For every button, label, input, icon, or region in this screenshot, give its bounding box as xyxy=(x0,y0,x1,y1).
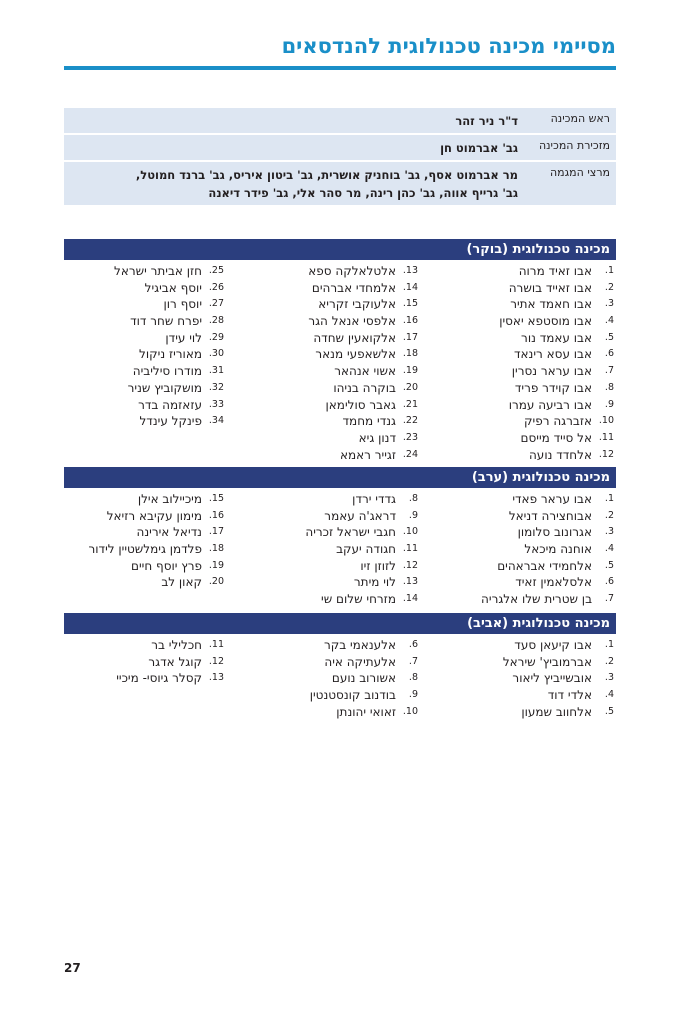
item-number: 1. xyxy=(604,493,614,504)
graduate-name: גנדי מחמד xyxy=(342,414,396,429)
info-label: מזכירת המכינה xyxy=(538,139,610,152)
info-value xyxy=(64,108,522,133)
list-item xyxy=(64,524,226,541)
list-item xyxy=(420,574,616,591)
graduate-name: אלטלאלקה ספא xyxy=(308,264,396,278)
section-evening xyxy=(64,467,616,608)
list-item xyxy=(420,670,616,687)
graduate-name: בודנוב קונסטנטין xyxy=(309,688,396,703)
graduate-name: גאבר סולימאן xyxy=(325,397,396,412)
graduates-column xyxy=(226,637,420,720)
graduate-name: אלקואעין שחדה xyxy=(313,330,396,345)
graduate-name: קאון לב xyxy=(161,575,202,590)
graduate-name: אבו קיעאן סעד xyxy=(514,638,592,652)
graduate-name: אגרונוב סלומון xyxy=(517,525,592,540)
list-item xyxy=(64,330,226,347)
list-item xyxy=(420,447,616,464)
item-number: 8. xyxy=(408,672,418,684)
page-number: 27 xyxy=(64,961,81,975)
graduates-column xyxy=(64,491,226,608)
list-item xyxy=(420,380,616,397)
graduate-name: פלדמן גימלשטיין לידור xyxy=(88,542,202,557)
info-value xyxy=(64,135,522,160)
item-number: 8. xyxy=(408,493,418,504)
graduate-name: לזוזן זיו xyxy=(360,558,396,573)
item-number: 18. xyxy=(208,543,224,555)
list-item xyxy=(420,508,616,525)
item-number: 2. xyxy=(604,655,614,667)
item-number: 5. xyxy=(604,705,614,717)
list-item xyxy=(64,670,226,687)
section-header: מכינה טכנולוגית (אביב) xyxy=(64,613,616,634)
graduate-name: אוחנה מיכאל xyxy=(524,542,592,557)
item-number: 20. xyxy=(402,381,418,393)
graduates-column xyxy=(64,263,226,463)
info-value-line: ד"ר ניר זהר xyxy=(455,114,518,128)
graduate-name: חגודה יעקב xyxy=(336,542,396,557)
graduate-name: אלשאפעי מנאר xyxy=(315,347,396,362)
item-number: 30. xyxy=(208,348,224,360)
graduate-name: אבו רביעה עמרו xyxy=(508,397,592,412)
list-item xyxy=(420,591,616,608)
graduate-name: אבו עראר נסרין xyxy=(511,364,592,379)
item-number: 16. xyxy=(402,315,418,327)
list-item xyxy=(64,363,226,380)
item-number: 2. xyxy=(604,281,614,293)
list-item xyxy=(64,508,226,525)
list-item xyxy=(226,687,420,704)
graduate-name: פינקל עינדל xyxy=(139,414,202,429)
graduate-name: לוי מיתר xyxy=(353,575,396,590)
item-number: 34. xyxy=(208,415,224,427)
item-number: 13. xyxy=(208,672,224,684)
list-item xyxy=(64,637,226,654)
item-number: 7. xyxy=(408,655,418,667)
list-item xyxy=(420,524,616,541)
title-underline xyxy=(64,66,616,70)
item-number: 9. xyxy=(604,398,614,410)
item-number: 9. xyxy=(408,689,418,701)
item-number: 33. xyxy=(208,398,224,410)
item-number: 4. xyxy=(604,315,614,327)
graduates-column xyxy=(64,637,226,720)
list-item xyxy=(226,313,420,330)
graduate-name: אבוחצירה דניאל xyxy=(508,508,592,523)
list-item xyxy=(64,558,226,575)
list-item xyxy=(420,313,616,330)
item-number: 23. xyxy=(402,431,418,443)
list-item xyxy=(226,413,420,430)
item-number: 14. xyxy=(402,593,418,605)
item-number: 6. xyxy=(604,348,614,360)
graduate-name: אלעתיקה איה xyxy=(324,654,396,669)
graduates-column xyxy=(420,491,616,608)
item-number: 18. xyxy=(402,348,418,360)
graduate-name: מודרו סיליביה xyxy=(132,364,202,379)
graduate-name: אובשייביץ ליאור xyxy=(512,671,592,686)
item-number: 10. xyxy=(598,415,614,427)
graduate-name: חזן אביתר ישראל xyxy=(114,264,202,278)
graduate-name: אלסלאמין זאיד xyxy=(515,575,592,590)
graduate-name: אשורוב נועם xyxy=(331,671,396,686)
item-number: 12. xyxy=(598,448,614,460)
section-header: מכינה טכנולוגית (ערב) xyxy=(64,467,616,488)
list-item xyxy=(420,263,616,280)
info-row-head xyxy=(64,108,616,133)
item-number: 6. xyxy=(604,576,614,588)
section-morning xyxy=(64,239,616,463)
graduates-column xyxy=(420,263,616,463)
list-item xyxy=(226,263,420,280)
item-number: 20. xyxy=(208,576,224,588)
graduates-column xyxy=(226,491,420,608)
item-number: 11. xyxy=(598,431,614,443)
list-item xyxy=(64,280,226,297)
graduate-name: גדדי ירדן xyxy=(352,492,396,506)
item-number: 7. xyxy=(604,365,614,377)
list-item xyxy=(226,380,420,397)
list-item xyxy=(420,637,616,654)
item-number: 14. xyxy=(402,281,418,293)
graduate-name: נדיאל אירינה xyxy=(136,525,202,540)
list-item xyxy=(226,574,420,591)
graduate-name: אבו זאיד מרוה xyxy=(518,264,592,278)
graduate-name: אשוי אנהאר xyxy=(334,364,396,379)
item-number: 26. xyxy=(208,281,224,293)
list-item xyxy=(420,654,616,671)
list-item xyxy=(420,704,616,721)
item-number: 4. xyxy=(604,689,614,701)
graduate-name: מושקוביץ שניר xyxy=(127,380,202,395)
graduate-name: יוסף רון xyxy=(163,297,202,312)
list-item xyxy=(226,541,420,558)
list-item xyxy=(226,704,420,721)
item-number: 17. xyxy=(402,331,418,343)
list-item xyxy=(226,397,420,414)
info-row-lecturers xyxy=(64,162,616,205)
item-number: 19. xyxy=(208,559,224,571)
list-item xyxy=(420,558,616,575)
item-number: 11. xyxy=(208,639,224,650)
graduate-name: אלעוקבי זקריא xyxy=(318,297,396,312)
list-item xyxy=(226,558,420,575)
graduate-name: אבו עאמד נור xyxy=(521,330,592,345)
list-item xyxy=(226,591,420,608)
item-number: 1. xyxy=(604,265,614,276)
list-item xyxy=(226,346,420,363)
graduate-name: מאוריז ניקול xyxy=(139,347,202,362)
item-number: 25. xyxy=(208,265,224,276)
graduate-name: בוקרה בניהו xyxy=(333,380,396,395)
graduate-name: יוסף אביגיל xyxy=(144,280,202,295)
list-item xyxy=(420,363,616,380)
graduate-name: קסלר גיוסי- מיכיי xyxy=(116,671,202,686)
info-value-line: גב' גרייף אווה, גב' כהן רינה, מר סהר אלי, גב' פידר דיאנה xyxy=(208,186,518,200)
graduate-name: אבו עסא רינאד xyxy=(513,347,592,362)
item-number: 3. xyxy=(604,672,614,684)
item-number: 6. xyxy=(408,639,418,650)
list-item xyxy=(226,363,420,380)
graduate-name: אלענאמי בקר xyxy=(323,638,396,652)
staff-info-table xyxy=(64,108,616,207)
page-title: מסיימי מכינה טכנולוגית להנדסאים xyxy=(281,34,616,58)
graduate-name: אלפסי אנאל הגר xyxy=(308,314,396,329)
graduate-name: פרץ יוסף חיים xyxy=(131,558,202,573)
graduate-name: אבו מוסטפא יאסין xyxy=(499,314,592,329)
item-number: 17. xyxy=(208,526,224,538)
list-item xyxy=(420,541,616,558)
item-number: 5. xyxy=(604,559,614,571)
section-header: מכינה טכנולוגית (בוקר) xyxy=(64,239,616,260)
list-item xyxy=(226,637,420,654)
item-number: 28. xyxy=(208,315,224,327)
graduates-column xyxy=(420,637,616,720)
item-number: 7. xyxy=(604,593,614,605)
list-item xyxy=(420,346,616,363)
graduate-name: אלחמידי אבראהים xyxy=(497,558,592,573)
list-item xyxy=(420,330,616,347)
list-item xyxy=(64,346,226,363)
list-item xyxy=(226,280,420,297)
graduate-name: אלחדד נועה xyxy=(528,447,592,462)
graduate-name: אלדי דוד xyxy=(547,688,592,703)
graduate-name: קוגל אדגר xyxy=(148,654,202,669)
graduate-name: יפרח שחר דוד xyxy=(130,314,202,329)
item-number: 5. xyxy=(604,331,614,343)
item-number: 21. xyxy=(402,398,418,410)
graduates-columns xyxy=(64,637,616,720)
info-value-line: מר אברמוט אסף, גב' בוחניק אושרית, גב' ביטון איריס, גב' ברנד חמוטל, xyxy=(135,168,518,182)
list-item xyxy=(64,313,226,330)
item-number: 10. xyxy=(402,705,418,717)
item-number: 22. xyxy=(402,415,418,427)
item-number: 19. xyxy=(402,365,418,377)
item-number: 12. xyxy=(208,655,224,667)
item-number: 15. xyxy=(208,493,224,504)
graduate-name: עזאזמה בדר xyxy=(138,397,202,412)
info-row-secretary xyxy=(64,135,616,160)
graduates-column xyxy=(226,263,420,463)
list-item xyxy=(420,430,616,447)
graduate-name: מיכיילוב אילן xyxy=(137,492,202,506)
graduate-name: אבו עראר פאדי xyxy=(512,492,592,506)
graduate-name: אזברגה רפיק xyxy=(524,414,592,429)
list-item xyxy=(64,397,226,414)
list-item xyxy=(64,654,226,671)
list-item xyxy=(226,330,420,347)
list-item xyxy=(64,263,226,280)
list-item xyxy=(420,687,616,704)
graduate-name: חגבי ישראל זכריה xyxy=(305,525,396,540)
item-number: 32. xyxy=(208,381,224,393)
item-number: 3. xyxy=(604,526,614,538)
list-item xyxy=(420,280,616,297)
item-number: 12. xyxy=(402,559,418,571)
item-number: 16. xyxy=(208,509,224,521)
item-number: 3. xyxy=(604,298,614,310)
graduate-name: דראג'ה עאמר xyxy=(324,508,396,523)
list-item xyxy=(226,524,420,541)
list-item xyxy=(226,491,420,508)
graduate-name: אבו זאייד בושרה xyxy=(508,280,592,295)
item-number: 29. xyxy=(208,331,224,343)
graduate-name: אלמחדי אברהים xyxy=(311,280,396,295)
list-item xyxy=(64,413,226,430)
graduate-name: אברמוביץ' שיראל xyxy=(502,654,592,669)
list-item xyxy=(64,574,226,591)
item-number: 1. xyxy=(604,639,614,650)
list-item xyxy=(226,296,420,313)
graduate-name: לוי עידן xyxy=(165,330,202,345)
list-item xyxy=(226,654,420,671)
list-item xyxy=(420,413,616,430)
graduate-name: אלחווב שמעון xyxy=(521,704,592,719)
graduate-name: מזרחי שלום שי xyxy=(321,592,396,607)
item-number: 9. xyxy=(408,509,418,521)
item-number: 2. xyxy=(604,509,614,521)
info-label: ראש המכינה xyxy=(550,112,610,125)
graduate-name: בן שטרית שלו אלגריה xyxy=(481,592,592,607)
list-item xyxy=(226,430,420,447)
graduate-name: דנון גיא xyxy=(358,430,396,445)
graduate-name: אבו חאמד אתיר xyxy=(510,297,592,312)
item-number: 10. xyxy=(402,526,418,538)
item-number: 13. xyxy=(402,576,418,588)
item-number: 11. xyxy=(402,543,418,555)
graduate-name: אבו קוידר פריד xyxy=(514,380,592,395)
graduate-name: זאואי יהונתן xyxy=(336,704,396,719)
item-number: 13. xyxy=(402,265,418,276)
section-spring xyxy=(64,613,616,720)
item-number: 31. xyxy=(208,365,224,377)
list-item xyxy=(64,541,226,558)
item-number: 15. xyxy=(402,298,418,310)
graduate-name: מימון עקיבא רזיאל xyxy=(106,508,202,523)
graduate-name: חכלילי בר xyxy=(151,638,202,652)
item-number: 8. xyxy=(604,381,614,393)
item-number: 4. xyxy=(604,543,614,555)
graduates-columns xyxy=(64,263,616,463)
list-item xyxy=(226,508,420,525)
list-item xyxy=(64,296,226,313)
list-item xyxy=(64,380,226,397)
item-number: 24. xyxy=(402,448,418,460)
graduate-name: אל סייד מייסם xyxy=(520,430,592,445)
list-item xyxy=(226,447,420,464)
list-item xyxy=(420,296,616,313)
list-item xyxy=(420,491,616,508)
graduate-name: זגייר ראמא xyxy=(339,447,396,462)
graduates-columns xyxy=(64,491,616,608)
item-number: 27. xyxy=(208,298,224,310)
list-item xyxy=(420,397,616,414)
info-value-line: גב' אברמוט חן xyxy=(440,141,518,155)
info-value xyxy=(64,162,522,205)
info-label: מרצי המגמה xyxy=(549,166,610,179)
list-item xyxy=(64,491,226,508)
list-item xyxy=(226,670,420,687)
